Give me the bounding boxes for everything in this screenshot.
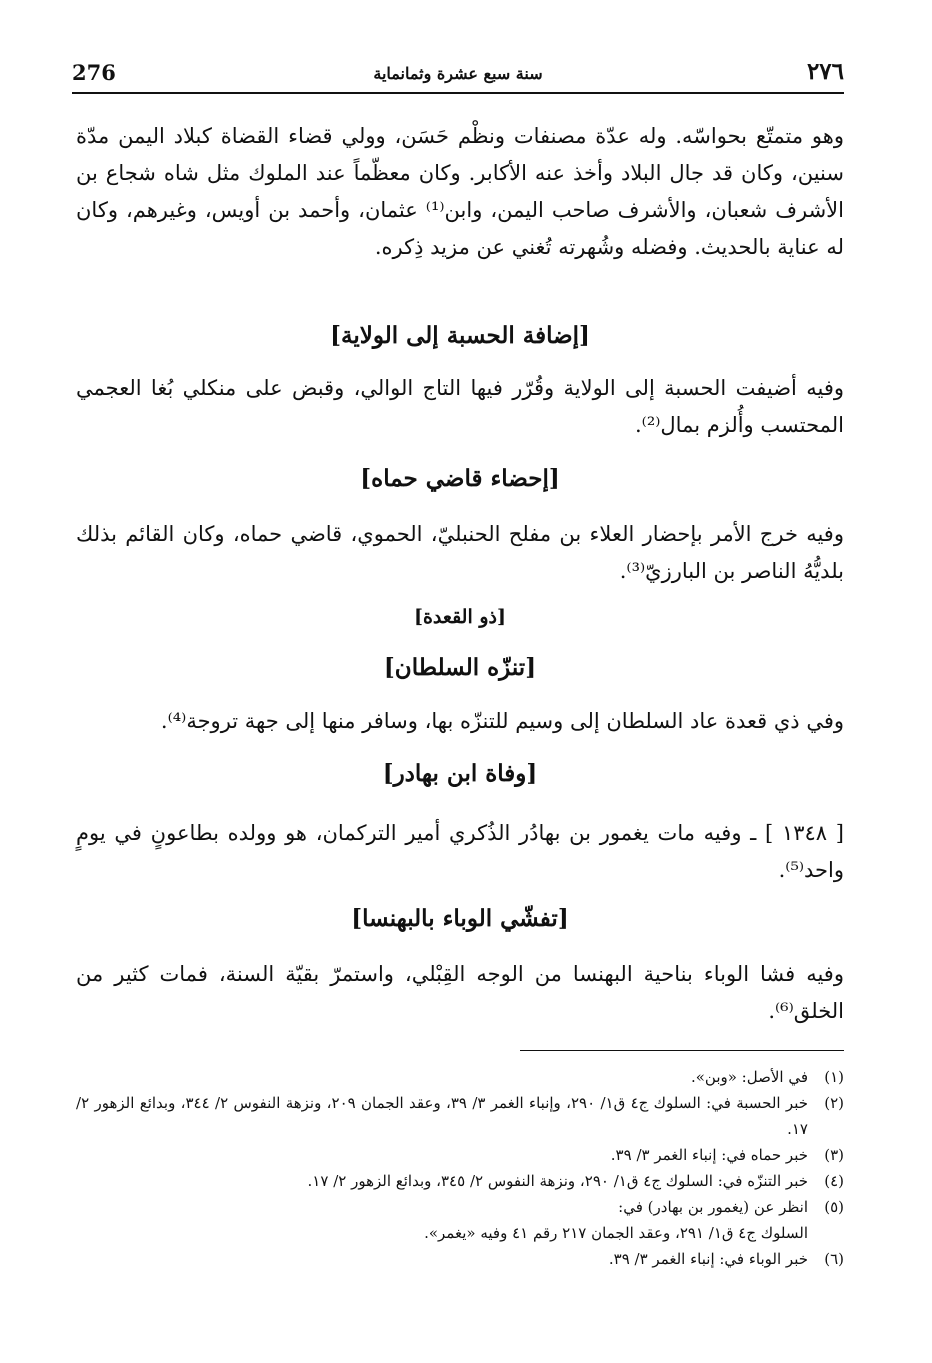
paragraph-1: وهو متمتّع بحواسّه. وله عدّة مصنفات ونظْم حَسَن، وولي قضاء القضاة كبلاد اليمن مدّة سنين، وكان قد جال البلاد وأخذ عنه الأكابر. وكان معظّماً عند الملوك مثل شاه شجاع بن الأشرف شعبان، والأشرف صاحب اليمن، وابن⁽¹⁾ عثمان، وأحمد بن أويس، وغيرهم، وكان له عناية بالحديث. وفضله وشُهرته تُغني عن مزيد ذِكره. bbox=[76, 124, 844, 259]
heading-sultan-excursion: [تنزّه السلطان] bbox=[383, 654, 537, 681]
footnote-text: في الأصل: «وبن». bbox=[690, 1068, 808, 1086]
footnote-text: انظر عن (يغمور بن بهادر) في: bbox=[618, 1198, 808, 1216]
footnote-text: خبر حماه في: إنباء الغمر ٣/ ٣٩. bbox=[610, 1146, 808, 1164]
footnote-number: (١) bbox=[824, 1068, 844, 1086]
heading-plague: [تفشّي الوباء بالبهنسا] bbox=[351, 905, 569, 932]
page-number-arabic: ٢٧٦ bbox=[806, 58, 844, 85]
heading-hisba: [إضافة الحسبة إلى الولاية] bbox=[330, 322, 590, 349]
footnote-item bbox=[76, 1142, 844, 1168]
heading-hama-judge: [إحضاء قاضي حماه] bbox=[360, 465, 560, 492]
footnote-divider bbox=[520, 1050, 844, 1051]
footnote-text: السلوك ج٤ ق١/ ٢٩١، وعقد الجمان ٢١٧ رقم ٤١ وفيه «يغمر». bbox=[424, 1224, 808, 1242]
paragraph-4: وفي ذي قعدة عاد السلطان إلى وسيم للتنزّه بها، وسافر منها إلى جهة تروجة⁽⁴⁾. bbox=[160, 709, 844, 733]
footnotes-list bbox=[76, 1064, 844, 1272]
footnote-item bbox=[76, 1064, 844, 1090]
footnote-number: (٤) bbox=[824, 1172, 844, 1190]
footnote-item bbox=[76, 1090, 844, 1142]
footnote-text: خبر الوباء في: إنباء الغمر ٣/ ٣٩. bbox=[608, 1250, 808, 1268]
footnote-number bbox=[808, 1220, 844, 1246]
paragraph-2: وفيه أضيفت الحسبة إلى الولاية وقُرّر فيها التاج الوالي، وقبض على منكلي بُغا العجمي المحتسب وأُلزم بمال⁽²⁾. bbox=[76, 376, 844, 437]
heading-death-ibn-bahadur: [وفاة ابن بهادر] bbox=[382, 760, 538, 787]
running-header bbox=[72, 56, 844, 94]
footnote-number: (٥) bbox=[824, 1198, 844, 1216]
footnote-number: (٣) bbox=[824, 1146, 844, 1164]
footnote-number: (٢) bbox=[824, 1094, 844, 1112]
running-title: سنة سبع عشرة وثمانماية bbox=[373, 64, 543, 83]
paragraph-6: وفيه فشا الوباء بناحية البهنسا من الوجه القِبْلي، واستمرّ بقيّة السنة، فمات كثير من الخلق⁽⁶⁾. bbox=[76, 962, 844, 1023]
footnote-item bbox=[76, 1168, 844, 1194]
footnote-text: خبر التنزّه في: السلوك ج٤ ق١/ ٢٩٠، ونزهة النفوس ٢/ ٣٤٥، وبدائع الزهور ٢/ ١٧. bbox=[307, 1172, 808, 1190]
footnote-item bbox=[76, 1220, 844, 1246]
paragraph-5: [ ١٣٤٨ ] ـ وفيه مات يغمور بن بهادُر الذُكري أمير التركمان، هو وولده بطاعونٍ في يومٍ واحد⁽⁵⁾. bbox=[76, 821, 844, 882]
page-number-latin: 276 bbox=[72, 60, 116, 85]
heading-month: [ذو القعدة] bbox=[413, 606, 506, 628]
paragraph-3: وفيه خرج الأمر بإحضار العلاء بن مفلح الحنبليّ، الحموي، قاضي حماه، وكان القائم بذلك بلديُّهُ الناصر بن البارزيّ⁽³⁾. bbox=[76, 522, 844, 583]
footnote-item bbox=[76, 1194, 844, 1220]
footnote-number: (٦) bbox=[824, 1250, 844, 1268]
footnote-text: خبر الحسبة في: السلوك ج٤ ق١/ ٢٩٠، وإنباء الغمر ٣/ ٣٩، وعقد الجمان ٢٠٩، ونزهة النفوس ٢/ ٣٤٤، وبدائع الزهور ٢/ ١٧. bbox=[76, 1094, 809, 1138]
footnote-item bbox=[76, 1246, 844, 1272]
